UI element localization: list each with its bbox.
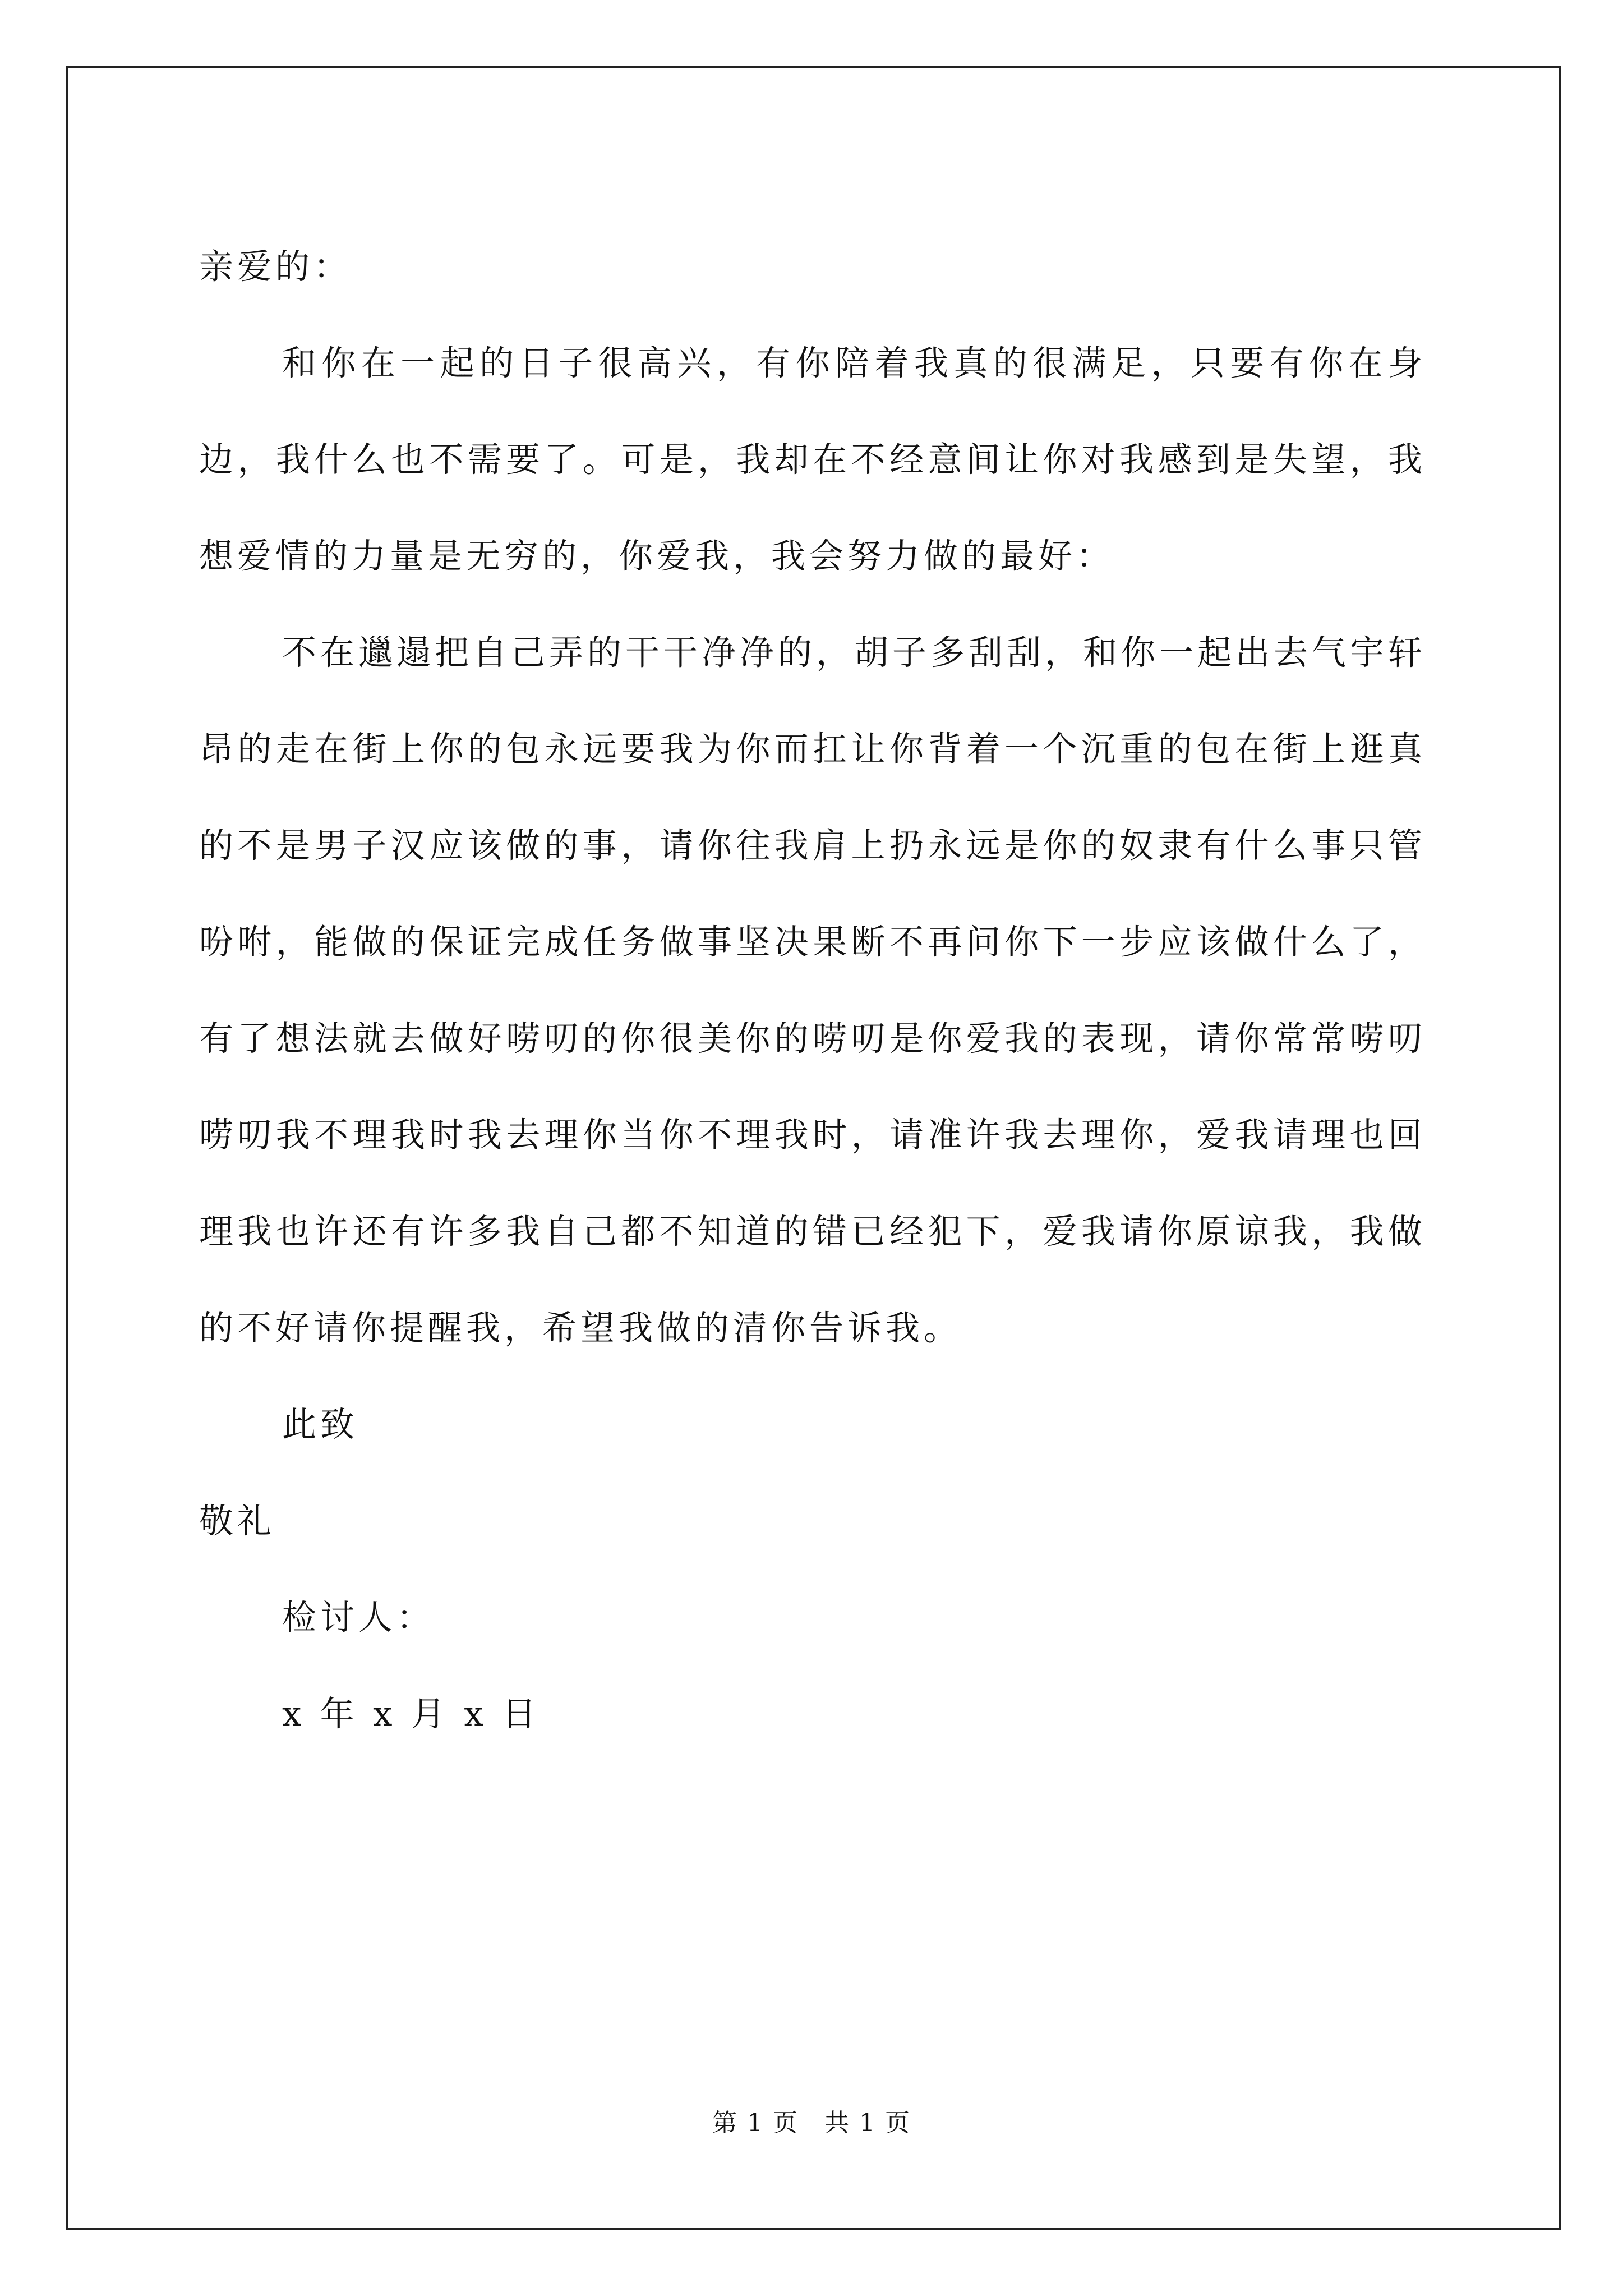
closing-salute: 敬礼 (199, 1501, 276, 1541)
paragraph-promises: 不在邋遢把自己弄的干干净净的，胡子多刮刮，和你一起出去气宇轩昂的走在街上你的包永远要我为你而扛让你背着一个沉重的包在街上逛真的不是男子汉应该做的事，请你往我肩上扔永远是你的奴隶有什么事只管吩咐，能做的保证完成任务做事坚决果断不再问你下一步应该做什么了，有了想法就去做好唠叨的你很美你的唠叨是你爱我的表现，请你常常唠叨唠叨我不理我时我去理你当你不理我时，请准许我去理你，爱我请理也回理我也许还有许多我自己都不知道的错已经犯下，爱我请你原谅我，我做的不好请你提醒我，希望我做的清你告诉我。 (199, 633, 1427, 1348)
signer-label: 检讨人： (282, 1598, 435, 1637)
letter-date: x 年 x 月 x 日 (282, 1694, 541, 1734)
closing-regards: 此致 (282, 1405, 359, 1444)
letter-body (199, 219, 1426, 1763)
paragraph-apology: 和你在一起的日子很高兴，有你陪着我真的很满足，只要有你在身边，我什么也不需要了。可是，我却在不经意间让你对我感到是失望，我想爱情的力量是无穷的，你爱我，我会努力做的最好： (199, 343, 1426, 576)
salutation: 亲爱的： (199, 247, 352, 287)
page-footer: 第 1 页 共 1 页 (712, 2109, 911, 2137)
